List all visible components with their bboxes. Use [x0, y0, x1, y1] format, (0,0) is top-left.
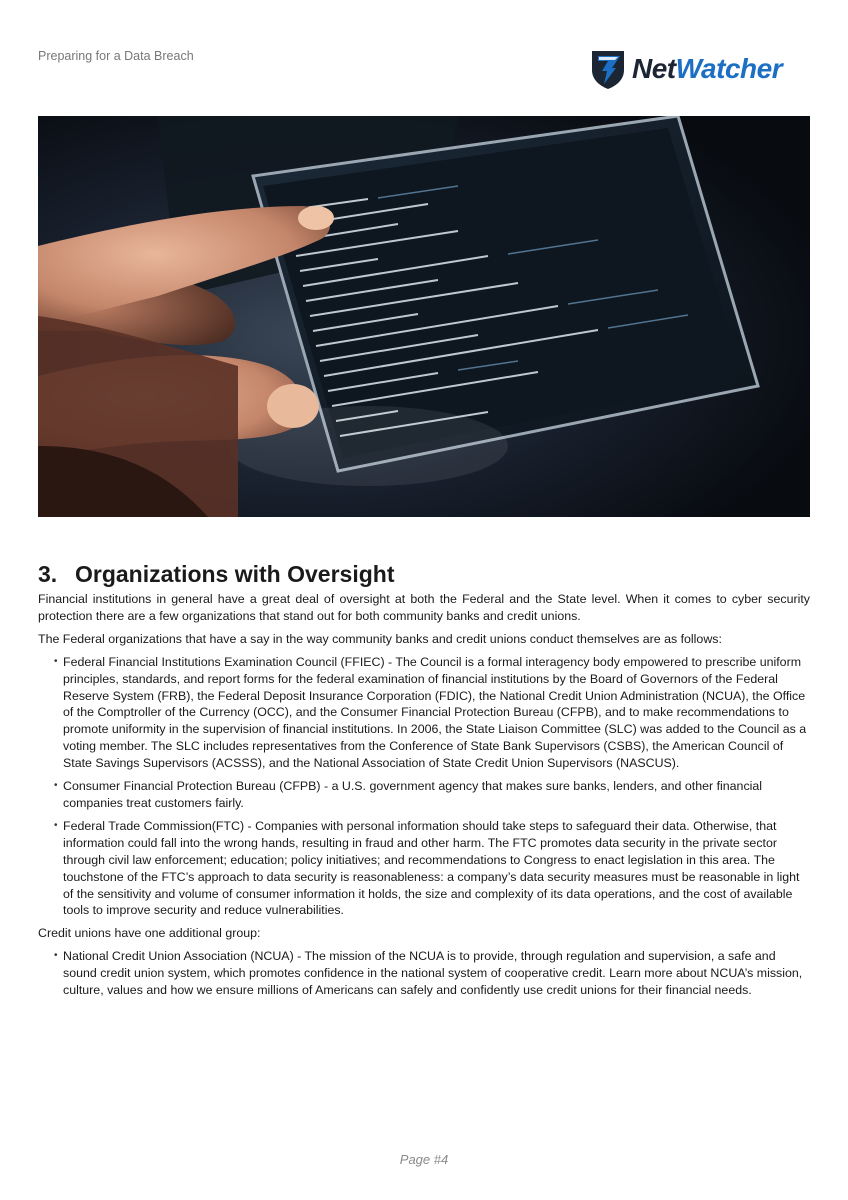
cyber-code-screen-image: [38, 116, 810, 517]
intro-paragraph: Financial institutions in general have a great deal of oversight at both the Federal and the State level. When it comes to cyber security protection there are a few organizations that stand out for both community banks and credit unions.: [38, 592, 810, 623]
list-item-ffiec: • Federal Financial Institutions Examination Council (FFIEC) - The Council is a formal interagency body empowered to prescribe uniform principles, standards, and report forms for the federal examination of financial institutions by the Board of Governors of the Federal Reserve System (FRB), the Federal Deposit Insurance Corporation (FDIC), the National Credit Union Administration (NCUA), the Office of the Comptroller of the Currency (OCC), and the Consumer Financial Protection Bureau (CFPB), and to make recommendations to promote uniformity in the supervision of financial institutions. In 2006, the State Liaison Committee (SLC) was added to the Council as a voting member. The SLC includes representatives from the Conference of State Bank Supervisors (CSBS), the American Council of State Savings Supervisors (ACSSS), and the National Association of State Credit Union Supervisors (NASCUS).: [54, 654, 810, 772]
list-item-cfpb: • Consumer Financial Protection Bureau (CFPB) - a U.S. government agency that makes sure banks, lenders, and other financial companies treat customers fairly.: [54, 778, 810, 812]
section-organizations: [38, 561, 810, 1005]
section-number: 3.: [38, 561, 58, 587]
netwatcher-logo: [590, 46, 815, 92]
federal-intro-paragraph: The Federal organizations that have a say in the way community banks and credit unions conduct themselves are as follows:: [38, 631, 722, 646]
list-item-ncua: • National Credit Union Association (NCUA) - The mission of the NCUA is to provide, through regulation and supervision, a safe and sound credit union system, which promotes confidence in the national system of cooperative credit. Learn more about NCUA’s mission, culture, values and how we ensure millions of Americans can safely and confidently use credit unions for their financial needs.: [54, 948, 810, 999]
hero-image: [38, 116, 810, 517]
shield-logo-icon: [590, 48, 626, 90]
section-heading: [38, 561, 810, 588]
page-number: Page #4: [399, 1152, 449, 1167]
credit-union-intro-paragraph: Credit unions have one additional group:: [38, 926, 261, 941]
federal-org-list: [38, 654, 810, 920]
section-title: Organizations with Oversight: [75, 561, 395, 587]
document-title: Preparing for a Data Breach: [38, 49, 194, 63]
logo-text-net: Net: [632, 53, 676, 84]
credit-union-org-list: [38, 948, 810, 999]
list-item-ftc: • Federal Trade Commission(FTC) - Companies with personal information should take steps to safeguard their data. Otherwise, that information could fall into the wrong hands, resulting in fraud and other harm. The FTC promotes data security in the private sector through civil law enforcement; education; policy initiatives; and recommendations to Congress to enact legislation in this area. The touchstone of the FTC’s approach to data security is reasonableness: a company’s data security measures must be reasonable in light of the sensitivity and volume of consumer information it holds, the size and complexity of its data operations, and the cost of available tools to improve security and reduce vulnerabilities.: [54, 818, 810, 919]
logo-text-watcher: Watcher: [675, 53, 783, 84]
